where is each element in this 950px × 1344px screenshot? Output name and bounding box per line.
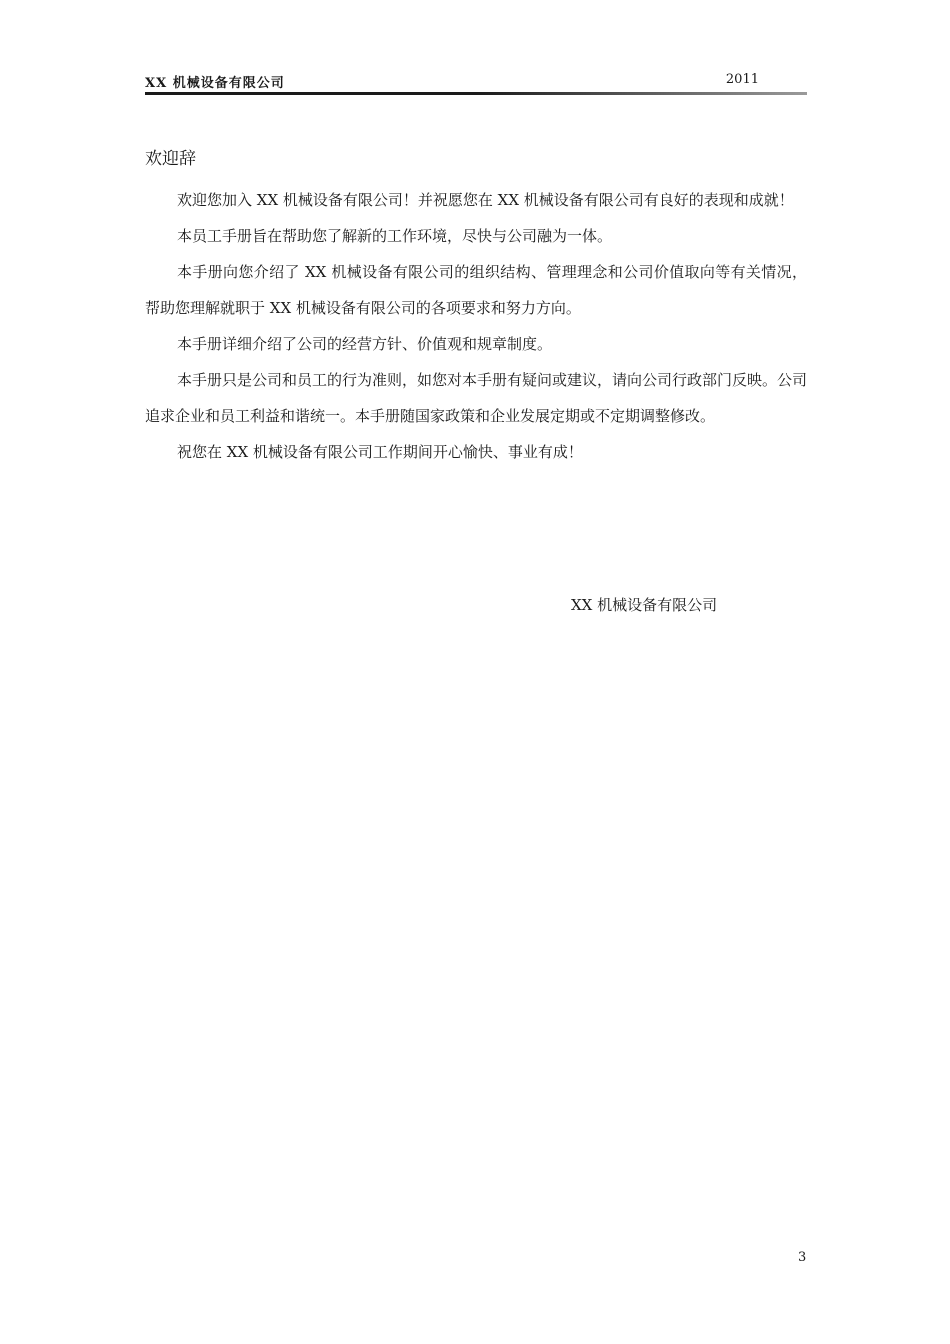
paragraph-introduction: 本手册向您介绍了 XX 机械设备有限公司的组织结构、管理理念和公司价值取向等有关情况，帮助您理解就职于 XX 机械设备有限公司的各项要求和努力方向。 bbox=[145, 263, 807, 317]
header-company-name: XX 机械设备有限公司 bbox=[145, 76, 285, 91]
header-divider bbox=[145, 92, 807, 95]
paragraph-welcome: 欢迎您加入 XX 机械设备有限公司！并祝愿您在 XX 机械设备有限公司有良好的表现和成就！ bbox=[177, 191, 794, 209]
paragraph-policies: 本手册详细介绍了公司的经营方针、价值观和规章制度。 bbox=[177, 335, 553, 353]
document-title: 欢迎辞 bbox=[145, 149, 196, 169]
page-number: 3 bbox=[798, 1250, 807, 1265]
document-body bbox=[145, 140, 807, 470]
paragraph-guidelines: 本手册只是公司和员工的行为准则，如您对本手册有疑问或建议，请向公司行政部门反映。公司追求企业和员工利益和谐统一。本手册随国家政策和企业发展定期或不定期调整修改。 bbox=[145, 371, 808, 425]
document-signature: XX 机械设备有限公司 bbox=[571, 596, 718, 614]
paragraph-purpose: 本员工手册旨在帮助您了解新的工作环境，尽快与公司融为一体。 bbox=[177, 227, 613, 245]
paragraph-wishes: 祝您在 XX 机械设备有限公司工作期间开心愉快、事业有成！ bbox=[177, 443, 583, 461]
header-year: 2011 bbox=[725, 72, 759, 87]
page-header bbox=[145, 70, 807, 96]
